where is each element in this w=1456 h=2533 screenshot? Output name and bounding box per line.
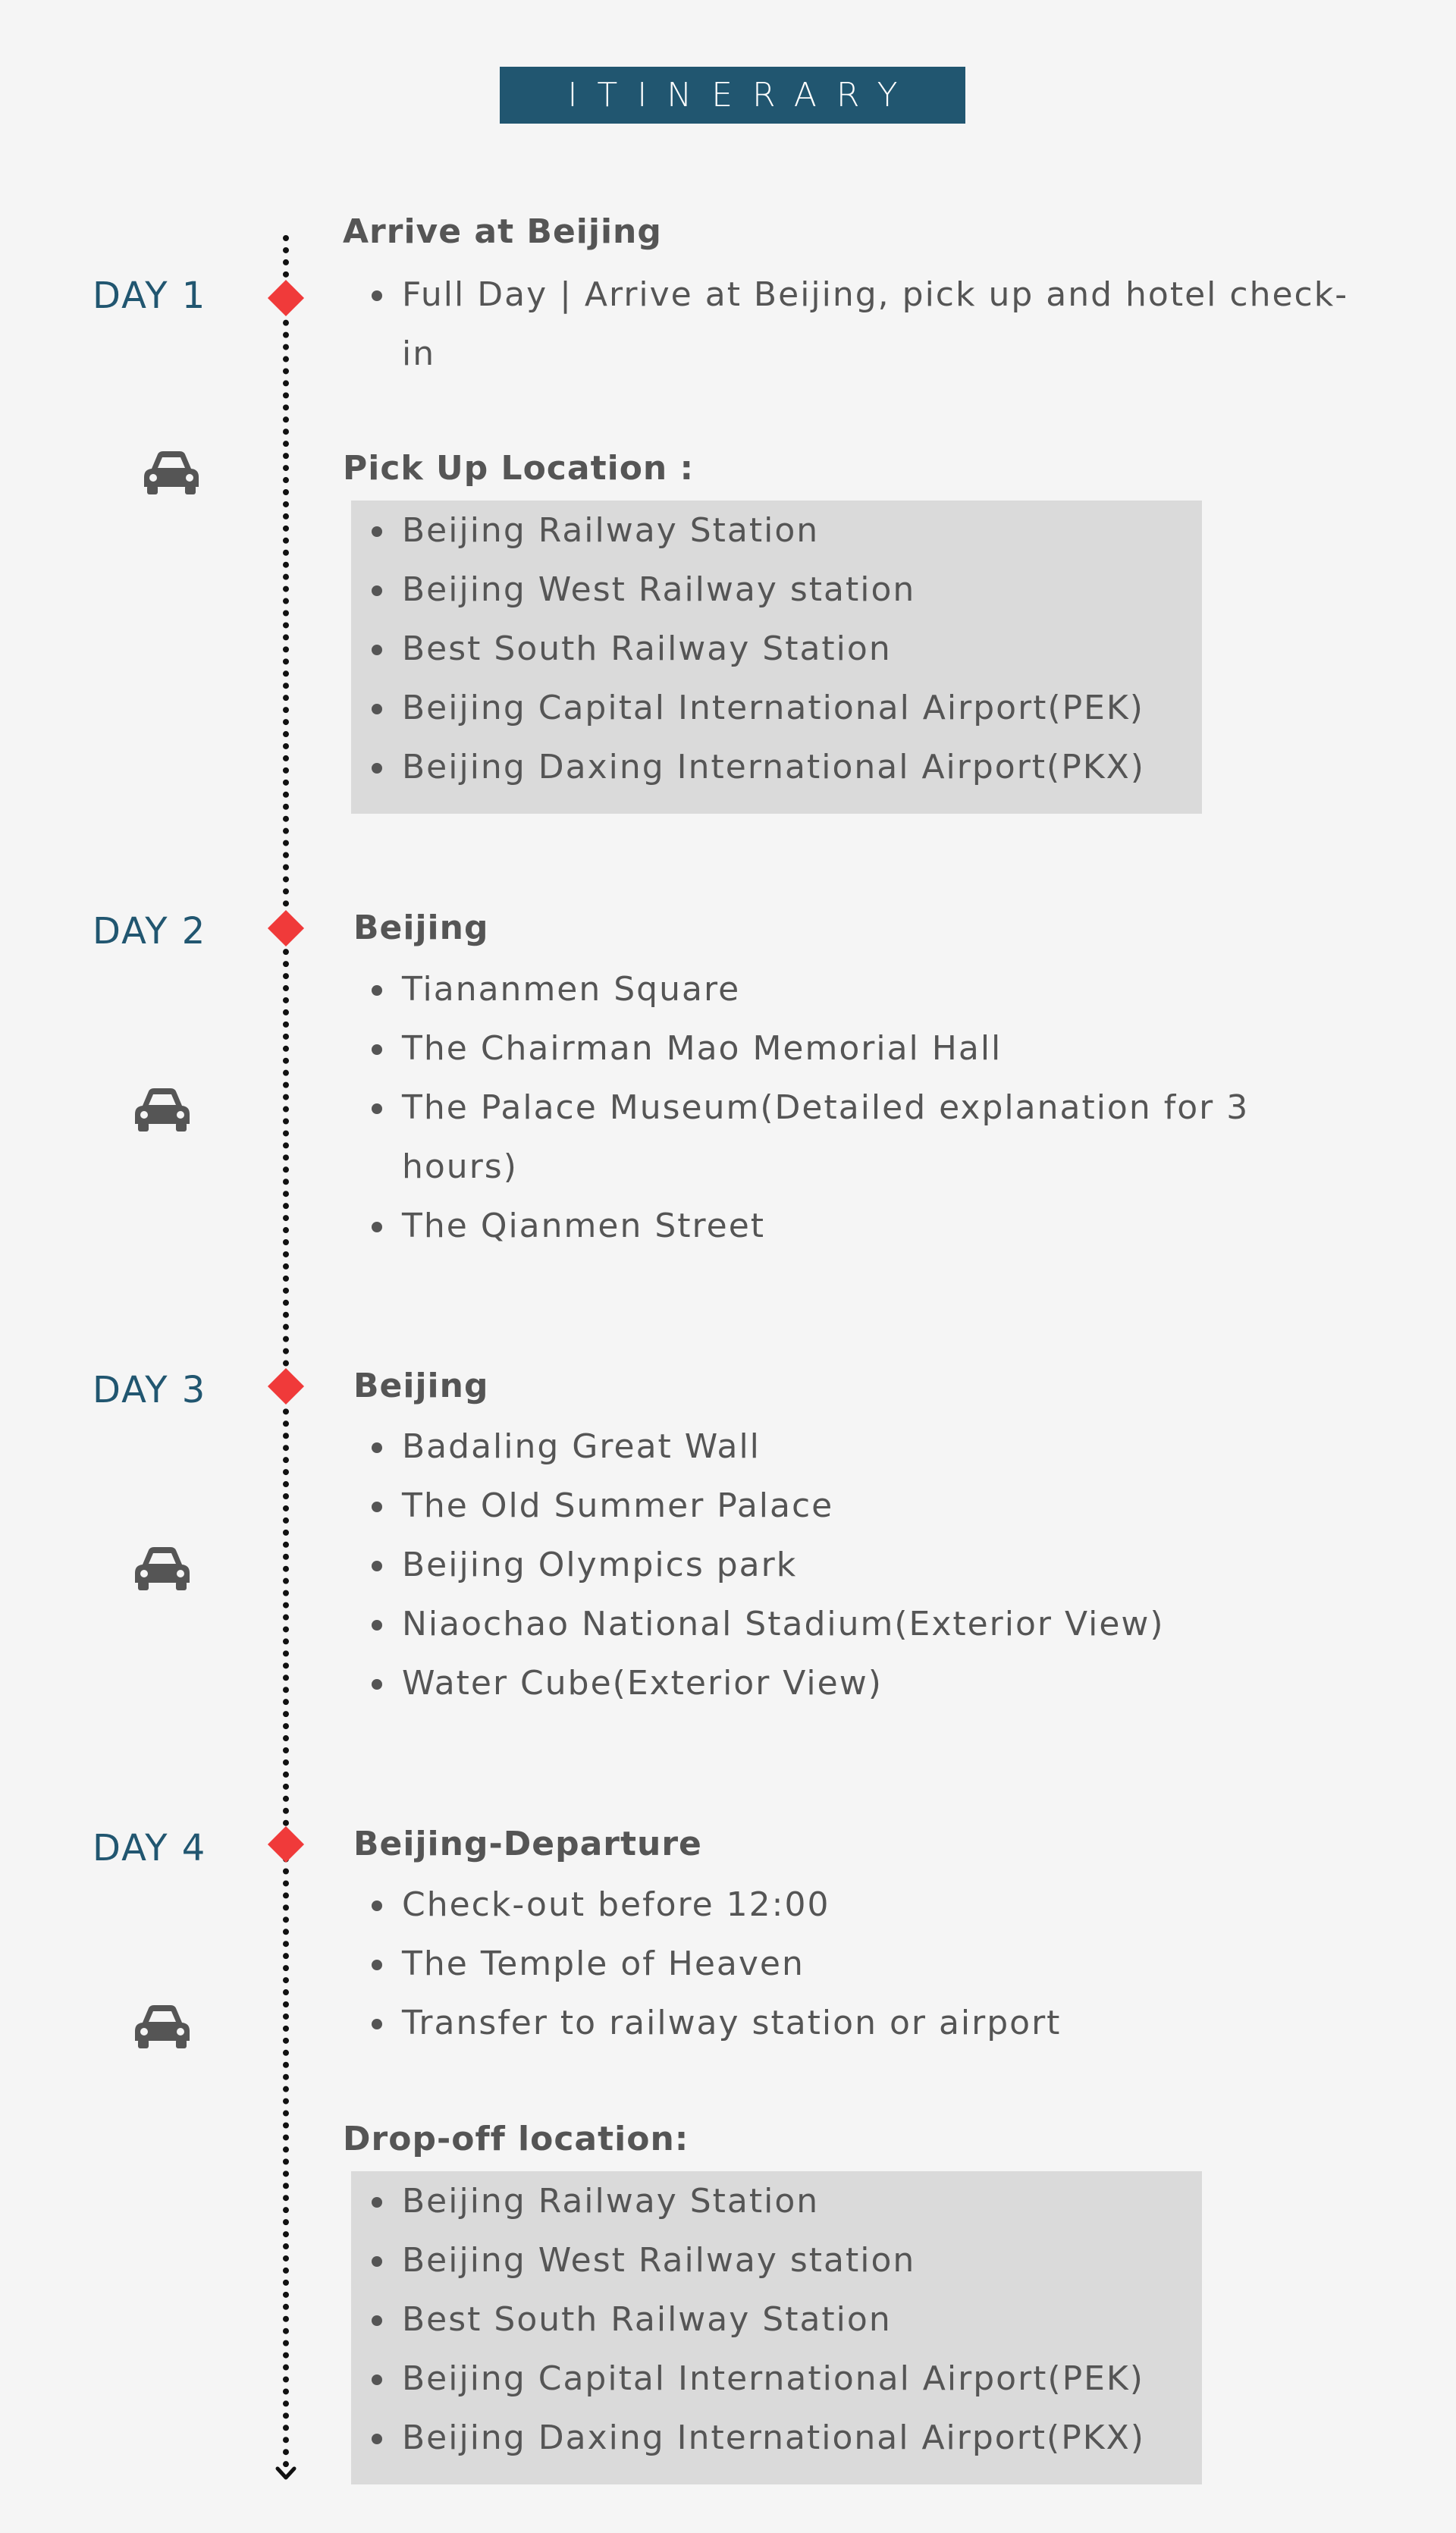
list-item: The Palace Museum(Detailed explanation for 3 hours) [368,1078,1354,1197]
pickup-locations-list [368,501,1145,797]
list-item: Beijing West Railway station [368,560,1145,620]
day-1-marker [268,280,304,316]
list-item: The Old Summer Palace [368,1477,1165,1536]
list-item: Niaochao National Stadium(Exterior View) [368,1595,1165,1654]
list-item: The Temple of Heaven [368,1935,1061,1994]
dropoff-heading: Drop-off location: [343,2120,689,2158]
day-3-marker [268,1368,304,1405]
list-item: Beijing West Railway station [368,2231,1145,2290]
car-icon [132,1545,193,1592]
timeline-line [283,235,289,2469]
day-4-heading: Beijing-Departure [353,1825,702,1863]
list-item: The Qianmen Street [368,1197,1354,1256]
list-item: Tiananmen Square [368,960,1354,1019]
list-item: Best South Railway Station [368,2290,1145,2349]
car-icon [132,1086,193,1133]
list-item: The Chairman Mao Memorial Hall [368,1019,1354,1078]
list-item: Beijing Daxing International Airport(PKX) [368,2409,1145,2468]
day-2-label: DAY 2 [93,910,207,953]
day-3-heading: Beijing [353,1367,489,1405]
day-3-activities [368,1417,1165,1713]
car-icon [141,449,202,496]
list-item: Beijing Daxing International Airport(PKX) [368,738,1145,797]
list-item: Transfer to railway station or airport [368,1994,1061,2053]
day-1-heading: Arrive at Beijing [343,212,662,251]
list-item: Check-out before 12:00 [368,1875,1061,1935]
car-icon [132,2003,193,2050]
list-item: Water Cube(Exterior View) [368,1654,1165,1713]
day-4-label: DAY 4 [93,1827,207,1869]
day-2-heading: Beijing [353,909,489,947]
day-3-label: DAY 3 [93,1369,207,1411]
list-item: Badaling Great Wall [368,1417,1165,1477]
day-2-activities [368,960,1354,1256]
day-2-marker [268,910,304,946]
day-1-activities [368,265,1354,384]
dropoff-locations-list [368,2172,1145,2468]
timeline-arrow-icon [273,2461,299,2487]
day-4-activities [368,1875,1061,2053]
list-item: Beijing Olympics park [368,1536,1165,1595]
list-item: Full Day | Arrive at Beijing, pick up and hotel check-in [368,265,1354,384]
list-item: Beijing Railway Station [368,2172,1145,2231]
list-item: Beijing Railway Station [368,501,1145,560]
day-4-marker [268,1826,304,1863]
list-item: Beijing Capital International Airport(PEK) [368,679,1145,738]
day-1-label: DAY 1 [93,275,207,317]
list-item: Beijing Capital International Airport(PEK) [368,2349,1145,2409]
list-item: Best South Railway Station [368,620,1145,679]
itinerary-title: ITINERARY [500,67,965,124]
pickup-heading: Pick Up Location : [343,449,695,488]
